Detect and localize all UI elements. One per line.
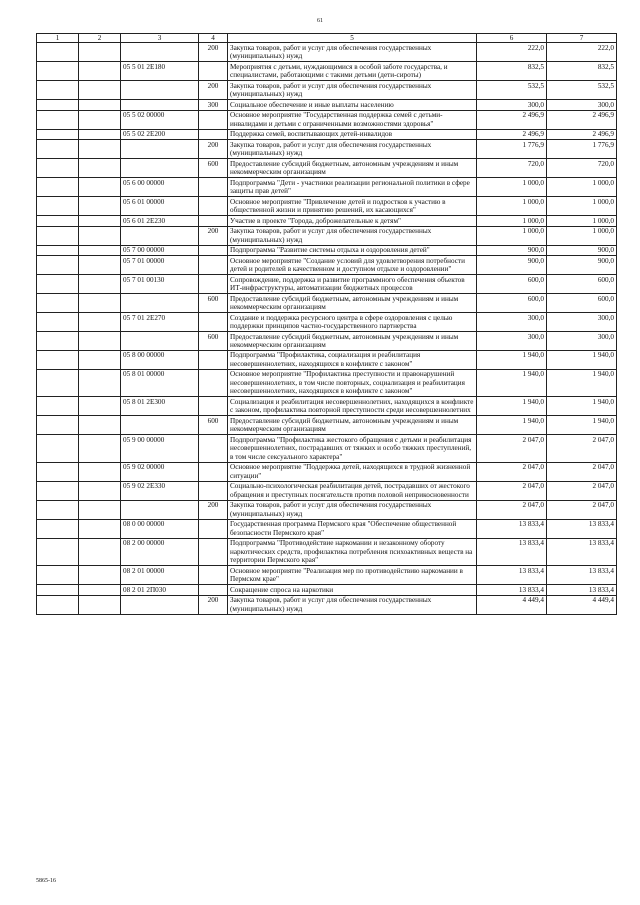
table-row xyxy=(37,178,617,197)
col2-cell xyxy=(79,43,121,62)
amount-col7-cell: 720,0 xyxy=(547,159,617,178)
table-row xyxy=(37,500,617,519)
amount-col6-cell: 1 940,0 xyxy=(477,350,547,369)
page-number: 61 xyxy=(317,18,323,24)
col1-cell xyxy=(37,566,79,585)
amount-col6-cell: 13 833,4 xyxy=(477,566,547,585)
target-code-cell: 05 7 00 00000 xyxy=(121,245,199,255)
col2-cell xyxy=(79,500,121,519)
description-cell: Закупка товаров, работ и услуг для обеспечения государственных (муниципальных) нужд xyxy=(228,595,477,614)
column-header: 5 xyxy=(228,34,477,43)
amount-col6-cell: 300,0 xyxy=(477,332,547,351)
target-code-cell xyxy=(121,159,199,178)
col1-cell xyxy=(37,226,79,245)
target-code-cell: 05 5 02 2Е200 xyxy=(121,129,199,139)
target-code-cell xyxy=(121,43,199,62)
table-row xyxy=(37,416,617,435)
target-code-cell: 08 2 01 2П030 xyxy=(121,585,199,595)
col1-cell xyxy=(37,216,79,226)
col2-cell xyxy=(79,216,121,226)
amount-col7-cell: 13 833,4 xyxy=(547,538,617,565)
description-cell: Подпрограмма "Профилактика, социализация и реабилитация несовершеннолетних, находящихся в конфликте с законом" xyxy=(228,350,477,369)
amount-col6-cell: 600,0 xyxy=(477,275,547,294)
col2-cell xyxy=(79,595,121,614)
column-header: 3 xyxy=(121,34,199,43)
amount-col7-cell: 532,5 xyxy=(547,81,617,100)
column-header: 7 xyxy=(547,34,617,43)
col2-cell xyxy=(79,566,121,585)
budget-table xyxy=(36,33,617,615)
description-cell: Основное мероприятие "Государственная поддержка семей с детьми-инвалидами и детьми с ограниченными возможностями здоровья" xyxy=(228,110,477,129)
description-cell: Сокращение спроса на наркотики xyxy=(228,585,477,595)
target-code-cell: 05 9 00 00000 xyxy=(121,435,199,462)
amount-col6-cell: 13 833,4 xyxy=(477,585,547,595)
amount-col7-cell: 2 496,9 xyxy=(547,110,617,129)
table-row xyxy=(37,43,617,62)
col2-cell xyxy=(79,416,121,435)
description-cell: Основное мероприятие "Создание условий для удовлетворения потребности детей и родителей в качественном и доступном отдыхе и оздоровлении" xyxy=(228,256,477,275)
amount-col7-cell: 4 449,4 xyxy=(547,595,617,614)
amount-col7-cell: 2 047,0 xyxy=(547,500,617,519)
col1-cell xyxy=(37,140,79,159)
expense-type-cell xyxy=(199,462,228,481)
expense-type-cell xyxy=(199,350,228,369)
table-row xyxy=(37,81,617,100)
col2-cell xyxy=(79,481,121,500)
amount-col7-cell: 900,0 xyxy=(547,256,617,275)
description-cell: Подпрограмма "Дети - участники реализации региональной политики в сфере защиты прав детей" xyxy=(228,178,477,197)
table-row xyxy=(37,595,617,614)
description-cell: Подпрограмма "Противодействие наркомании и незаконному обороту наркотических средств, профилактика потребления психоактивных веществ на территории Пермского края" xyxy=(228,538,477,565)
amount-col6-cell: 300,0 xyxy=(477,313,547,332)
expense-type-cell xyxy=(199,566,228,585)
col2-cell xyxy=(79,81,121,100)
description-cell: Предоставление субсидий бюджетным, автономным учреждениям и иным некоммерческим организациям xyxy=(228,294,477,313)
expense-type-cell xyxy=(199,369,228,396)
description-cell: Предоставление субсидий бюджетным, автономным учреждениям и иным некоммерческим организациям xyxy=(228,332,477,351)
amount-col7-cell: 13 833,4 xyxy=(547,585,617,595)
description-cell: Предоставление субсидий бюджетным, автономным учреждениям и иным некоммерческим организациям xyxy=(228,159,477,178)
expense-type-cell xyxy=(199,435,228,462)
column-header: 2 xyxy=(79,34,121,43)
amount-col6-cell: 300,0 xyxy=(477,100,547,110)
col2-cell xyxy=(79,313,121,332)
col1-cell xyxy=(37,178,79,197)
table-row xyxy=(37,62,617,81)
col1-cell xyxy=(37,256,79,275)
amount-col7-cell: 300,0 xyxy=(547,100,617,110)
amount-col6-cell: 13 833,4 xyxy=(477,538,547,565)
col2-cell xyxy=(79,256,121,275)
target-code-cell: 05 7 01 00000 xyxy=(121,256,199,275)
description-cell: Закупка товаров, работ и услуг для обеспечения государственных (муниципальных) нужд xyxy=(228,140,477,159)
amount-col7-cell: 300,0 xyxy=(547,313,617,332)
target-code-cell: 05 8 01 00000 xyxy=(121,369,199,396)
col2-cell xyxy=(79,294,121,313)
amount-col6-cell: 900,0 xyxy=(477,256,547,275)
target-code-cell: 05 5 01 2Е180 xyxy=(121,62,199,81)
expense-type-cell xyxy=(199,538,228,565)
col1-cell xyxy=(37,585,79,595)
target-code-cell xyxy=(121,100,199,110)
target-code-cell: 05 8 00 00000 xyxy=(121,350,199,369)
col1-cell xyxy=(37,519,79,538)
expense-type-cell: 600 xyxy=(199,294,228,313)
expense-type-cell xyxy=(199,519,228,538)
amount-col7-cell: 1 940,0 xyxy=(547,416,617,435)
amount-col6-cell: 1 940,0 xyxy=(477,369,547,396)
target-code-cell xyxy=(121,81,199,100)
expense-type-cell: 200 xyxy=(199,43,228,62)
description-cell: Основное мероприятие "Реализация мер по противодействию наркомании в Пермском крае" xyxy=(228,566,477,585)
col2-cell xyxy=(79,462,121,481)
amount-col7-cell: 1 940,0 xyxy=(547,369,617,396)
target-code-cell xyxy=(121,294,199,313)
amount-col7-cell: 1 000,0 xyxy=(547,178,617,197)
expense-type-cell: 600 xyxy=(199,332,228,351)
expense-type-cell: 300 xyxy=(199,100,228,110)
col1-cell xyxy=(37,313,79,332)
col1-cell xyxy=(37,481,79,500)
table-row xyxy=(37,481,617,500)
column-header: 4 xyxy=(199,34,228,43)
col2-cell xyxy=(79,100,121,110)
amount-col7-cell: 1 776,9 xyxy=(547,140,617,159)
description-cell: Основное мероприятие "Поддержка детей, находящихся в трудной жизненной ситуации" xyxy=(228,462,477,481)
expense-type-cell: 600 xyxy=(199,159,228,178)
expense-type-cell xyxy=(199,585,228,595)
expense-type-cell: 200 xyxy=(199,81,228,100)
col2-cell xyxy=(79,585,121,595)
description-cell: Поддержка семей, воспитывающих детей-инвалидов xyxy=(228,129,477,139)
amount-col6-cell: 2 496,9 xyxy=(477,129,547,139)
table-row xyxy=(37,462,617,481)
target-code-cell: 08 0 00 00000 xyxy=(121,519,199,538)
col1-cell xyxy=(37,100,79,110)
expense-type-cell xyxy=(199,62,228,81)
target-code-cell xyxy=(121,500,199,519)
col2-cell xyxy=(79,129,121,139)
col1-cell xyxy=(37,350,79,369)
amount-col7-cell: 1 940,0 xyxy=(547,397,617,416)
table-row xyxy=(37,100,617,110)
amount-col6-cell: 222,0 xyxy=(477,43,547,62)
amount-col7-cell: 2 047,0 xyxy=(547,462,617,481)
amount-col6-cell: 4 449,4 xyxy=(477,595,547,614)
target-code-cell: 05 8 01 2Е300 xyxy=(121,397,199,416)
table-row xyxy=(37,256,617,275)
table-row xyxy=(37,369,617,396)
col2-cell xyxy=(79,197,121,216)
target-code-cell xyxy=(121,140,199,159)
amount-col7-cell: 600,0 xyxy=(547,275,617,294)
amount-col7-cell: 2 047,0 xyxy=(547,481,617,500)
amount-col7-cell: 1 940,0 xyxy=(547,350,617,369)
col1-cell xyxy=(37,500,79,519)
amount-col6-cell: 1 000,0 xyxy=(477,216,547,226)
expense-type-cell xyxy=(199,313,228,332)
description-cell: Мероприятия с детьми, нуждающимися в особой заботе государства, и специалистами, работающими с такими детьми (дети-сироты) xyxy=(228,62,477,81)
description-cell: Закупка товаров, работ и услуг для обеспечения государственных (муниципальных) нужд xyxy=(228,500,477,519)
description-cell: Предоставление субсидий бюджетным, автономным учреждениям и иным некоммерческим организациям xyxy=(228,416,477,435)
expense-type-cell xyxy=(199,110,228,129)
amount-col7-cell: 300,0 xyxy=(547,332,617,351)
col1-cell xyxy=(37,435,79,462)
description-cell: Закупка товаров, работ и услуг для обеспечения государственных (муниципальных) нужд xyxy=(228,81,477,100)
col2-cell xyxy=(79,519,121,538)
amount-col7-cell: 2 496,9 xyxy=(547,129,617,139)
col1-cell xyxy=(37,43,79,62)
description-cell: Участие в проекте "Города, доброжелательные к детям" xyxy=(228,216,477,226)
expense-type-cell xyxy=(199,245,228,255)
target-code-cell: 05 7 01 00130 xyxy=(121,275,199,294)
amount-col6-cell: 1 000,0 xyxy=(477,226,547,245)
expense-type-cell xyxy=(199,397,228,416)
amount-col7-cell: 600,0 xyxy=(547,294,617,313)
target-code-cell xyxy=(121,332,199,351)
table-row xyxy=(37,245,617,255)
col2-cell xyxy=(79,350,121,369)
expense-type-cell xyxy=(199,256,228,275)
target-code-cell: 08 2 01 00000 xyxy=(121,566,199,585)
amount-col6-cell: 1 776,9 xyxy=(477,140,547,159)
amount-col6-cell: 1 940,0 xyxy=(477,416,547,435)
amount-col6-cell: 532,5 xyxy=(477,81,547,100)
col1-cell xyxy=(37,462,79,481)
col2-cell xyxy=(79,159,121,178)
col1-cell xyxy=(37,62,79,81)
amount-col6-cell: 2 047,0 xyxy=(477,481,547,500)
target-code-cell xyxy=(121,416,199,435)
col1-cell xyxy=(37,595,79,614)
col1-cell xyxy=(37,159,79,178)
expense-type-cell: 200 xyxy=(199,140,228,159)
amount-col6-cell: 600,0 xyxy=(477,294,547,313)
target-code-cell: 05 6 00 00000 xyxy=(121,178,199,197)
col1-cell xyxy=(37,129,79,139)
footer-code: 5865-16 xyxy=(36,878,56,884)
col2-cell xyxy=(79,245,121,255)
description-cell: Государственная программа Пермского края "Обеспечение общественной безопасности Пермского края" xyxy=(228,519,477,538)
table-row xyxy=(37,275,617,294)
table-row xyxy=(37,140,617,159)
table-row xyxy=(37,350,617,369)
table-row xyxy=(37,294,617,313)
col1-cell xyxy=(37,294,79,313)
table-row xyxy=(37,159,617,178)
col2-cell xyxy=(79,140,121,159)
col2-cell xyxy=(79,226,121,245)
target-code-cell xyxy=(121,595,199,614)
target-code-cell: 05 6 01 2Е230 xyxy=(121,216,199,226)
expense-type-cell: 200 xyxy=(199,500,228,519)
target-code-cell: 05 9 02 2Е330 xyxy=(121,481,199,500)
table-row xyxy=(37,397,617,416)
description-cell: Закупка товаров, работ и услуг для обеспечения государственных (муниципальных) нужд xyxy=(228,226,477,245)
target-code-cell: 05 9 02 00000 xyxy=(121,462,199,481)
col2-cell xyxy=(79,397,121,416)
target-code-cell: 05 5 02 00000 xyxy=(121,110,199,129)
description-cell: Социализация и реабилитация несовершеннолетних, находящихся в конфликте с законом, профилактика повторной преступности среди несовершеннолетних xyxy=(228,397,477,416)
description-cell: Социально-психологическая реабилитация детей, пострадавших от жестокого обращения и преступных посягательств против половой неприкосновенности xyxy=(228,481,477,500)
target-code-cell: 08 2 00 00000 xyxy=(121,538,199,565)
amount-col6-cell: 1 000,0 xyxy=(477,197,547,216)
description-cell: Подпрограмма "Профилактика жестокого обращения с детьми и реабилитация несовершеннолетних, пострадавших от тяжких и особо тяжких преступлений, в том числе сексуального характера" xyxy=(228,435,477,462)
table-row xyxy=(37,226,617,245)
target-code-cell xyxy=(121,226,199,245)
table-row xyxy=(37,566,617,585)
amount-col7-cell: 1 000,0 xyxy=(547,216,617,226)
amount-col6-cell: 2 047,0 xyxy=(477,500,547,519)
table-row xyxy=(37,197,617,216)
col1-cell xyxy=(37,538,79,565)
expense-type-cell xyxy=(199,275,228,294)
description-cell: Сопровождение, поддержка и развитие программного обеспечения объектов ИТ-инфраструктуры, автоматизации бюджетных процессов xyxy=(228,275,477,294)
amount-col6-cell: 13 833,4 xyxy=(477,519,547,538)
expense-type-cell: 200 xyxy=(199,595,228,614)
table-row xyxy=(37,519,617,538)
description-cell: Основное мероприятие "Профилактика преступности и правонарушений несовершеннолетних, в том числе повторных, социализация и реабилитация несовершеннолетних, находящихся в конфликте с законом" xyxy=(228,369,477,396)
amount-col7-cell: 1 000,0 xyxy=(547,226,617,245)
table-row xyxy=(37,129,617,139)
col2-cell xyxy=(79,110,121,129)
amount-col7-cell: 222,0 xyxy=(547,43,617,62)
table-row xyxy=(37,538,617,565)
description-cell: Основное мероприятие "Привлечение детей и подростков к участию в общественной жизни и принятию решений, их касающихся" xyxy=(228,197,477,216)
col1-cell xyxy=(37,245,79,255)
amount-col7-cell: 832,5 xyxy=(547,62,617,81)
description-cell: Создание и поддержка ресурсного центра в сфере оздоровления с целью поддержки принципов частно-государственного партнерства xyxy=(228,313,477,332)
table-row xyxy=(37,585,617,595)
col1-cell xyxy=(37,397,79,416)
col2-cell xyxy=(79,62,121,81)
col2-cell xyxy=(79,178,121,197)
amount-col6-cell: 2 047,0 xyxy=(477,462,547,481)
col1-cell xyxy=(37,369,79,396)
amount-col7-cell: 13 833,4 xyxy=(547,519,617,538)
col1-cell xyxy=(37,332,79,351)
col1-cell xyxy=(37,416,79,435)
table-row xyxy=(37,313,617,332)
col2-cell xyxy=(79,332,121,351)
col2-cell xyxy=(79,538,121,565)
amount-col7-cell: 13 833,4 xyxy=(547,566,617,585)
expense-type-cell xyxy=(199,216,228,226)
expense-type-cell xyxy=(199,481,228,500)
column-header: 6 xyxy=(477,34,547,43)
amount-col6-cell: 2 047,0 xyxy=(477,435,547,462)
amount-col7-cell: 2 047,0 xyxy=(547,435,617,462)
col2-cell xyxy=(79,435,121,462)
col2-cell xyxy=(79,369,121,396)
expense-type-cell xyxy=(199,129,228,139)
amount-col7-cell: 900,0 xyxy=(547,245,617,255)
description-cell: Социальное обеспечение и иные выплаты населению xyxy=(228,100,477,110)
table-row xyxy=(37,110,617,129)
description-cell: Закупка товаров, работ и услуг для обеспечения государственных (муниципальных) нужд xyxy=(228,43,477,62)
table-row xyxy=(37,216,617,226)
table-header-row xyxy=(37,34,617,43)
col2-cell xyxy=(79,275,121,294)
amount-col6-cell: 832,5 xyxy=(477,62,547,81)
expense-type-cell: 200 xyxy=(199,226,228,245)
table-row xyxy=(37,435,617,462)
table-row xyxy=(37,332,617,351)
expense-type-cell xyxy=(199,197,228,216)
amount-col6-cell: 1 000,0 xyxy=(477,178,547,197)
amount-col7-cell: 1 000,0 xyxy=(547,197,617,216)
column-header: 1 xyxy=(37,34,79,43)
expense-type-cell: 600 xyxy=(199,416,228,435)
expense-type-cell xyxy=(199,178,228,197)
target-code-cell: 05 7 01 2Е270 xyxy=(121,313,199,332)
amount-col6-cell: 720,0 xyxy=(477,159,547,178)
col1-cell xyxy=(37,197,79,216)
amount-col6-cell: 900,0 xyxy=(477,245,547,255)
target-code-cell: 05 6 01 00000 xyxy=(121,197,199,216)
description-cell: Подпрограмма "Развитие системы отдыха и оздоровления детей" xyxy=(228,245,477,255)
col1-cell xyxy=(37,110,79,129)
amount-col6-cell: 1 940,0 xyxy=(477,397,547,416)
col1-cell xyxy=(37,81,79,100)
col1-cell xyxy=(37,275,79,294)
amount-col6-cell: 2 496,9 xyxy=(477,110,547,129)
